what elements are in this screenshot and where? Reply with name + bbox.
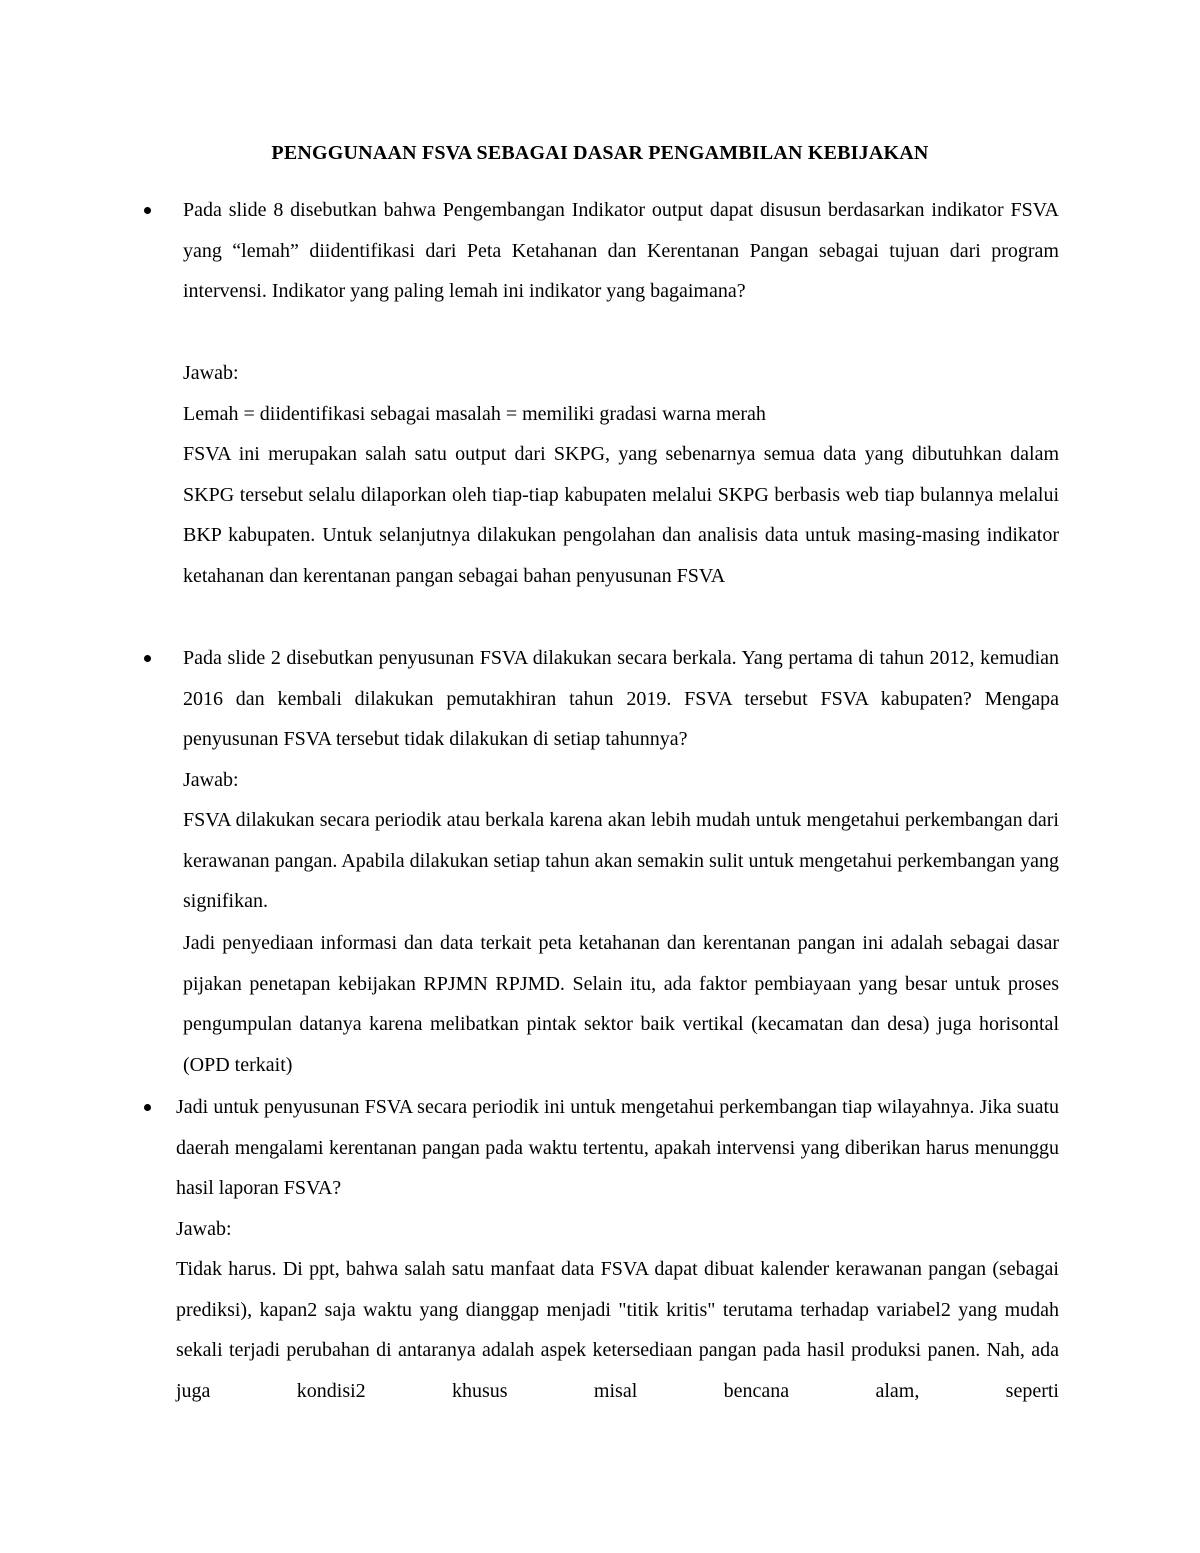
- question-text: Jadi untuk penyusunan FSVA secara periodik ini untuk mengetahui perkembangan tiap wilayahnya. Jika suatu daerah mengalami kerentanan pangan pada waktu tertentu, apakah intervensi yang diberikan harus menunggu hasil laporan FSVA?: [176, 1096, 1059, 1200]
- answer-label: Jawab:: [176, 1218, 232, 1240]
- answer-label: Jawab:: [183, 769, 239, 791]
- page-title: PENGGUNAAN FSVA SEBAGAI DASAR PENGAMBILAN KEBIJAKAN: [271, 142, 929, 164]
- bullet-icon: [144, 1104, 151, 1111]
- answer-paragraph: FSVA dilakukan secara periodik atau berkala karena akan lebih mudah untuk mengetahui perkembangan dari kerawanan pangan. Apabila dilakukan setiap tahun akan semakin sulit untuk mengetahui perkembangan yang signifikan.: [183, 809, 1059, 913]
- bullet-icon: [144, 655, 151, 662]
- question-text: Pada slide 2 disebutkan penyusunan FSVA dilakukan secara berkala. Yang pertama di tahun 2012, kemudian 2016 dan kembali dilakukan pemutakhiran tahun 2019. FSVA tersebut FSVA kabupaten? Mengapa penyusunan FSVA tersebut tidak dilakukan di setiap tahunnya?: [183, 647, 1059, 751]
- answer-paragraph: FSVA ini merupakan salah satu output dari SKPG, yang sebenarnya semua data yang dibutuhkan dalam SKPG tersebut selalu dilaporkan oleh tiap-tiap kabupaten melalui SKPG berbasis web tiap bulannya melalui BKP kabupaten. Untuk selanjutnya dilakukan pengolahan dan analisis data untuk masing-masing indikator ketahanan dan kerentanan pangan sebagai bahan penyusunan FSVA: [183, 443, 1059, 588]
- answer-paragraph: Jadi penyediaan informasi dan data terkait peta ketahanan dan kerentanan pangan ini adalah sebagai dasar pijakan penetapan kebijakan RPJMN RPJMD. Selain itu, ada faktor pembiayaan yang besar untuk proses pengumpulan datanya karena melibatkan pintak sektor baik vertikal (kecamatan dan desa) juga horisontal (OPD terkait): [183, 932, 1059, 1077]
- answer-paragraph: Lemah = diidentifikasi sebagai masalah = memiliki gradasi warna merah: [183, 403, 766, 425]
- question-text: Pada slide 8 disebutkan bahwa Pengembangan Indikator output dapat disusun berdasarkan indikator FSVA yang “lemah” diidentifikasi dari Peta Ketahanan dan Kerentanan Pangan sebagai tujuan dari program intervensi. Indikator yang paling lemah ini indikator yang bagaimana?: [183, 199, 1059, 303]
- answer-label: Jawab:: [183, 362, 239, 384]
- answer-paragraph: Tidak harus. Di ppt, bahwa salah satu manfaat data FSVA dapat dibuat kalender kerawanan pangan (sebagai prediksi), kapan2 saja waktu yang dianggap menjadi "titik kritis" terutama terhadap variabel2 yang mudah sekali terjadi perubahan di antaranya adalah aspek ketersediaan pangan pada hasil produksi panen. Nah, ada juga kondisi2 khusus misal bencana alam, seperti: [176, 1258, 1059, 1403]
- bullet-icon: [144, 207, 151, 214]
